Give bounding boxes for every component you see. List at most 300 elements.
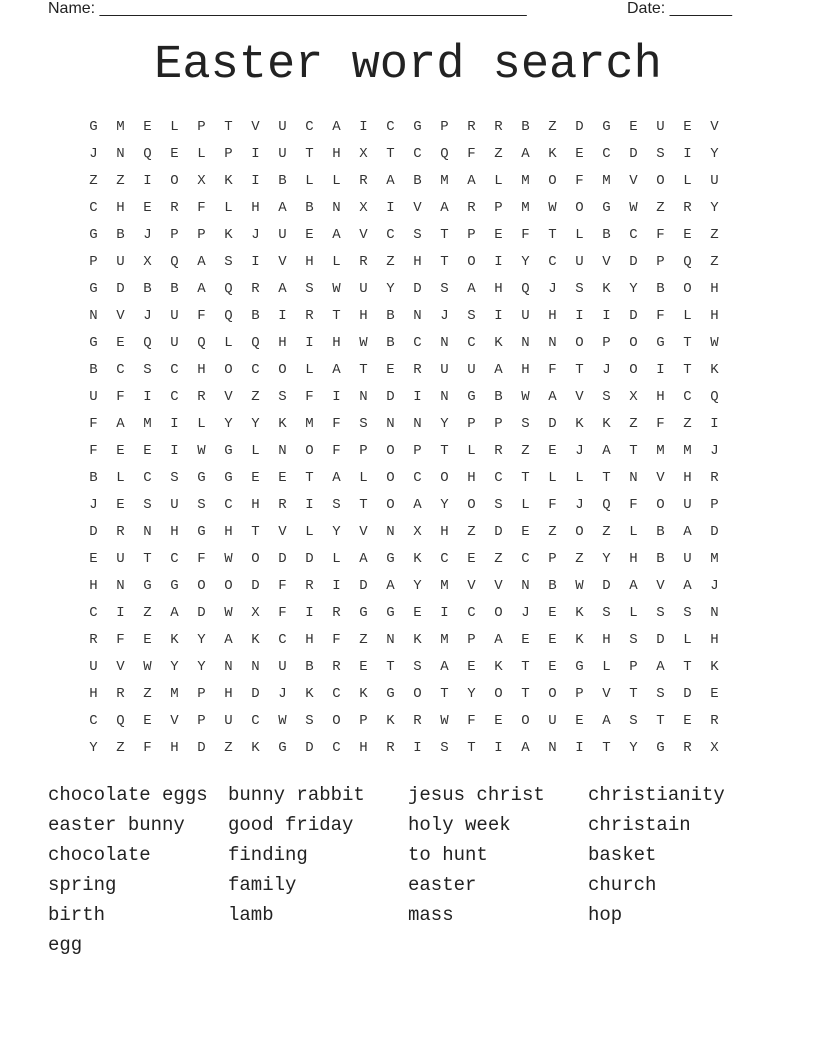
grid-letter: K: [413, 551, 422, 567]
grid-letter: L: [683, 632, 692, 648]
grid-letter: R: [683, 200, 692, 216]
grid-letter: O: [440, 470, 449, 486]
grid-letter: H: [359, 308, 368, 324]
grid-row: [80, 195, 744, 222]
grid-letter: J: [89, 146, 98, 162]
grid-letter: J: [575, 497, 584, 513]
grid-letter: E: [548, 605, 557, 621]
grid-letter: H: [656, 389, 665, 405]
grid-letter: O: [548, 686, 557, 702]
grid-letter: V: [278, 254, 287, 270]
grid-letter: S: [683, 605, 692, 621]
grid-letter: L: [629, 524, 638, 540]
grid-letter: T: [548, 227, 557, 243]
grid-letter: V: [629, 173, 638, 189]
grid-letter: R: [278, 497, 287, 513]
grid-letter: F: [116, 632, 125, 648]
grid-letter: G: [413, 119, 422, 135]
grid-letter: O: [656, 497, 665, 513]
grid-letter: A: [494, 362, 503, 378]
grid-letter: L: [602, 659, 611, 675]
grid-letter: A: [413, 497, 422, 513]
grid-letter: C: [521, 551, 530, 567]
grid-letter: T: [440, 443, 449, 459]
grid-letter: P: [224, 146, 233, 162]
name-field-label: Name: ________________________________________________: [48, 0, 527, 17]
grid-letter: T: [629, 686, 638, 702]
grid-letter: C: [116, 362, 125, 378]
grid-letter: O: [494, 686, 503, 702]
grid-letter: S: [413, 227, 422, 243]
grid-letter: I: [440, 605, 449, 621]
grid-letter: C: [89, 200, 98, 216]
grid-letter: U: [575, 254, 584, 270]
grid-letter: C: [89, 713, 98, 729]
grid-letter: O: [656, 173, 665, 189]
grid-letter: T: [683, 362, 692, 378]
grid-letter: G: [170, 578, 179, 594]
grid-letter: X: [710, 740, 719, 756]
grid-letter: V: [494, 578, 503, 594]
grid-letter: E: [683, 119, 692, 135]
grid-letter: Q: [251, 335, 260, 351]
grid-letter: X: [251, 605, 260, 621]
grid-letter: I: [143, 173, 152, 189]
grid-letter: G: [89, 119, 98, 135]
grid-letter: R: [332, 659, 341, 675]
grid-letter: V: [251, 119, 260, 135]
grid-letter: G: [89, 227, 98, 243]
grid-letter: Y: [170, 659, 179, 675]
grid-letter: R: [359, 173, 368, 189]
grid-letter: R: [116, 524, 125, 540]
grid-letter: S: [305, 281, 314, 297]
grid-letter: E: [116, 443, 125, 459]
grid-letter: A: [548, 389, 557, 405]
grid-letter: H: [116, 200, 125, 216]
grid-letter: H: [251, 497, 260, 513]
grid-row: [80, 735, 744, 762]
page-title: Easter word search: [154, 39, 662, 92]
word-list-item: to hunt: [408, 844, 488, 866]
grid-letter: E: [710, 686, 719, 702]
grid-letter: J: [251, 227, 260, 243]
grid-letter: Z: [548, 119, 557, 135]
grid-letter: D: [656, 632, 665, 648]
grid-letter: K: [602, 416, 611, 432]
grid-letter: Q: [440, 146, 449, 162]
grid-letter: G: [278, 740, 287, 756]
grid-letter: B: [494, 389, 503, 405]
grid-letter: R: [251, 281, 260, 297]
grid-row: [80, 222, 744, 249]
grid-letter: H: [224, 686, 233, 702]
grid-letter: A: [440, 200, 449, 216]
grid-letter: S: [656, 146, 665, 162]
grid-letter: E: [467, 659, 476, 675]
word-list-item: mass: [408, 904, 454, 926]
grid-letter: C: [413, 470, 422, 486]
grid-letter: O: [305, 443, 314, 459]
grid-letter: F: [467, 713, 476, 729]
grid-letter: B: [656, 524, 665, 540]
grid-letter: Q: [143, 335, 152, 351]
grid-letter: U: [89, 389, 98, 405]
grid-letter: H: [602, 632, 611, 648]
grid-letter: G: [89, 335, 98, 351]
grid-letter: X: [143, 254, 152, 270]
grid-letter: L: [197, 416, 206, 432]
grid-letter: V: [413, 200, 422, 216]
grid-letter: Z: [143, 686, 152, 702]
grid-letter: Y: [197, 632, 206, 648]
grid-letter: Z: [359, 632, 368, 648]
grid-letter: U: [683, 551, 692, 567]
grid-letter: N: [116, 578, 125, 594]
grid-letter: V: [116, 659, 125, 675]
grid-letter: F: [197, 200, 206, 216]
grid-letter: I: [494, 740, 503, 756]
grid-letter: J: [143, 308, 152, 324]
grid-letter: K: [710, 659, 719, 675]
grid-row: [80, 600, 744, 627]
grid-letter: P: [467, 416, 476, 432]
grid-letter: X: [359, 200, 368, 216]
word-list-item: easter: [408, 874, 477, 896]
grid-letter: Z: [710, 254, 719, 270]
grid-letter: U: [656, 119, 665, 135]
grid-letter: C: [251, 713, 260, 729]
grid-letter: L: [305, 173, 314, 189]
grid-letter: T: [386, 146, 395, 162]
grid-letter: M: [143, 416, 152, 432]
grid-letter: P: [656, 254, 665, 270]
grid-letter: N: [548, 335, 557, 351]
grid-letter: T: [602, 470, 611, 486]
grid-letter: F: [656, 227, 665, 243]
grid-letter: H: [521, 362, 530, 378]
grid-letter: Q: [521, 281, 530, 297]
grid-letter: I: [413, 740, 422, 756]
grid-letter: P: [197, 119, 206, 135]
grid-letter: S: [602, 605, 611, 621]
grid-letter: T: [305, 146, 314, 162]
grid-letter: O: [251, 551, 260, 567]
grid-letter: T: [521, 659, 530, 675]
grid-letter: K: [386, 713, 395, 729]
grid-letter: B: [305, 659, 314, 675]
grid-letter: T: [332, 308, 341, 324]
grid-letter: W: [143, 659, 152, 675]
grid-letter: H: [683, 470, 692, 486]
grid-letter: E: [575, 713, 584, 729]
grid-letter: C: [332, 686, 341, 702]
grid-letter: S: [440, 281, 449, 297]
grid-letter: H: [548, 308, 557, 324]
grid-letter: Z: [224, 740, 233, 756]
grid-letter: Y: [440, 416, 449, 432]
grid-letter: I: [278, 308, 287, 324]
grid-letter: W: [197, 443, 206, 459]
grid-letter: C: [413, 146, 422, 162]
grid-letter: L: [575, 227, 584, 243]
grid-letter: N: [89, 308, 98, 324]
grid-letter: J: [278, 686, 287, 702]
grid-letter: P: [359, 713, 368, 729]
grid-letter: Z: [575, 551, 584, 567]
grid-letter: B: [89, 362, 98, 378]
grid-letter: U: [683, 497, 692, 513]
grid-letter: P: [710, 497, 719, 513]
grid-letter: Z: [521, 443, 530, 459]
grid-letter: C: [494, 470, 503, 486]
grid-letter: I: [305, 605, 314, 621]
grid-letter: A: [332, 227, 341, 243]
grid-letter: W: [548, 200, 557, 216]
grid-letter: V: [116, 308, 125, 324]
grid-letter: O: [197, 578, 206, 594]
grid-letter: A: [521, 740, 530, 756]
grid-letter: R: [197, 389, 206, 405]
grid-letter: H: [710, 281, 719, 297]
grid-letter: P: [494, 416, 503, 432]
grid-letter: Z: [116, 740, 125, 756]
grid-letter: Z: [548, 524, 557, 540]
grid-letter: F: [197, 551, 206, 567]
grid-letter: U: [440, 362, 449, 378]
grid-letter: P: [170, 227, 179, 243]
grid-letter: A: [197, 254, 206, 270]
grid-letter: S: [359, 416, 368, 432]
grid-letter: U: [278, 146, 287, 162]
grid-letter: E: [548, 659, 557, 675]
grid-letter: D: [251, 686, 260, 702]
grid-letter: L: [521, 497, 530, 513]
grid-letter: X: [413, 524, 422, 540]
grid-letter: Q: [170, 254, 179, 270]
grid-row: [80, 330, 744, 357]
grid-letter: A: [440, 659, 449, 675]
grid-letter: V: [656, 578, 665, 594]
grid-letter: X: [197, 173, 206, 189]
grid-letter: Y: [629, 281, 638, 297]
grid-letter: H: [494, 281, 503, 297]
grid-letter: D: [629, 254, 638, 270]
grid-letter: L: [305, 362, 314, 378]
date-field-label: Date: _______: [627, 0, 732, 17]
grid-letter: K: [710, 362, 719, 378]
grid-letter: L: [170, 119, 179, 135]
grid-letter: L: [359, 470, 368, 486]
grid-letter: F: [548, 497, 557, 513]
grid-letter: A: [332, 362, 341, 378]
grid-letter: O: [575, 524, 584, 540]
grid-letter: Z: [629, 416, 638, 432]
header: [48, 0, 748, 20]
grid-letter: M: [305, 416, 314, 432]
grid-letter: H: [359, 740, 368, 756]
grid-row: [80, 384, 744, 411]
grid-letter: E: [143, 119, 152, 135]
grid-letter: I: [359, 119, 368, 135]
grid-letter: H: [89, 686, 98, 702]
word-list-item: good friday: [228, 814, 354, 836]
grid-letter: P: [197, 713, 206, 729]
grid-letter: N: [386, 632, 395, 648]
grid-letter: E: [548, 632, 557, 648]
grid-letter: E: [143, 200, 152, 216]
grid-letter: P: [494, 200, 503, 216]
grid-letter: L: [683, 173, 692, 189]
grid-letter: R: [413, 713, 422, 729]
grid-letter: L: [197, 146, 206, 162]
grid-letter: D: [710, 524, 719, 540]
grid-letter: D: [386, 389, 395, 405]
grid-letter: G: [575, 659, 584, 675]
grid-letter: C: [278, 632, 287, 648]
grid-letter: D: [548, 416, 557, 432]
grid-letter: O: [386, 443, 395, 459]
grid-letter: T: [305, 470, 314, 486]
grid-letter: A: [467, 281, 476, 297]
grid-letter: A: [332, 119, 341, 135]
grid-letter: G: [89, 281, 98, 297]
grid-letter: A: [386, 173, 395, 189]
grid-letter: H: [440, 524, 449, 540]
grid-letter: Q: [710, 389, 719, 405]
grid-letter: S: [656, 605, 665, 621]
grid-letter: N: [332, 200, 341, 216]
grid-letter: P: [467, 632, 476, 648]
grid-letter: P: [413, 443, 422, 459]
grid-letter: G: [143, 578, 152, 594]
grid-letter: R: [683, 740, 692, 756]
grid-letter: S: [170, 470, 179, 486]
grid-letter: O: [386, 497, 395, 513]
grid-letter: H: [89, 578, 98, 594]
grid-letter: C: [467, 335, 476, 351]
grid-letter: H: [710, 632, 719, 648]
grid-letter: J: [710, 443, 719, 459]
grid-letter: Y: [224, 416, 233, 432]
grid-letter: A: [332, 470, 341, 486]
word-list-item: spring: [48, 874, 117, 896]
grid-letter: Y: [332, 524, 341, 540]
grid-letter: T: [143, 551, 152, 567]
grid-letter: O: [467, 497, 476, 513]
word-list-item: christianity: [588, 784, 725, 806]
grid-letter: K: [494, 335, 503, 351]
grid-letter: C: [386, 119, 395, 135]
grid-letter: L: [305, 524, 314, 540]
word-list-item: easter bunny: [48, 814, 185, 836]
grid-letter: A: [656, 659, 665, 675]
grid-letter: F: [548, 362, 557, 378]
grid-letter: Z: [251, 389, 260, 405]
grid-letter: V: [602, 686, 611, 702]
grid-letter: I: [116, 605, 125, 621]
grid-letter: N: [413, 416, 422, 432]
grid-letter: E: [386, 362, 395, 378]
grid-letter: U: [224, 713, 233, 729]
grid-letter: P: [575, 686, 584, 702]
grid-row: [80, 627, 744, 654]
grid-letter: A: [386, 578, 395, 594]
grid-letter: M: [440, 173, 449, 189]
word-list-item: lamb: [228, 904, 274, 926]
grid-letter: B: [602, 227, 611, 243]
grid-letter: H: [278, 335, 287, 351]
grid-letter: I: [332, 578, 341, 594]
grid-letter: L: [683, 308, 692, 324]
grid-letter: F: [143, 740, 152, 756]
grid-letter: R: [494, 443, 503, 459]
grid-letter: J: [143, 227, 152, 243]
grid-letter: K: [548, 146, 557, 162]
grid-letter: Y: [413, 578, 422, 594]
grid-letter: Y: [710, 200, 719, 216]
grid-letter: C: [170, 389, 179, 405]
grid-letter: R: [710, 713, 719, 729]
grid-letter: O: [629, 362, 638, 378]
grid-letter: Z: [710, 227, 719, 243]
grid-letter: U: [89, 659, 98, 675]
grid-letter: K: [575, 632, 584, 648]
grid-letter: T: [224, 119, 233, 135]
grid-letter: E: [413, 605, 422, 621]
word-list-item: birth: [48, 904, 106, 926]
grid-letter: P: [440, 119, 449, 135]
grid-letter: A: [224, 632, 233, 648]
grid-letter: G: [197, 524, 206, 540]
grid-letter: B: [278, 173, 287, 189]
grid-letter: G: [197, 470, 206, 486]
grid-letter: O: [332, 713, 341, 729]
grid-letter: S: [467, 308, 476, 324]
grid-letter: Q: [197, 335, 206, 351]
grid-letter: E: [494, 227, 503, 243]
grid-letter: E: [521, 632, 530, 648]
grid-letter: V: [710, 119, 719, 135]
grid-letter: E: [467, 551, 476, 567]
grid-row: [80, 465, 744, 492]
grid-letter: Z: [89, 173, 98, 189]
grid-letter: W: [224, 605, 233, 621]
grid-letter: U: [170, 335, 179, 351]
grid-letter: P: [467, 227, 476, 243]
grid-letter: C: [170, 362, 179, 378]
grid-letter: J: [602, 362, 611, 378]
grid-letter: G: [359, 605, 368, 621]
grid-letter: S: [521, 416, 530, 432]
grid-letter: M: [440, 578, 449, 594]
grid-letter: Q: [224, 308, 233, 324]
grid-letter: S: [224, 254, 233, 270]
grid-letter: V: [224, 389, 233, 405]
grid-letter: O: [386, 470, 395, 486]
grid-letter: I: [305, 335, 314, 351]
grid-letter: S: [602, 389, 611, 405]
grid-letter: H: [710, 308, 719, 324]
grid-letter: N: [548, 740, 557, 756]
grid-letter: B: [89, 470, 98, 486]
grid-row: [80, 303, 744, 330]
grid-letter: H: [170, 740, 179, 756]
grid-letter: U: [116, 551, 125, 567]
grid-letter: F: [116, 389, 125, 405]
grid-letter: R: [332, 605, 341, 621]
grid-letter: R: [89, 632, 98, 648]
